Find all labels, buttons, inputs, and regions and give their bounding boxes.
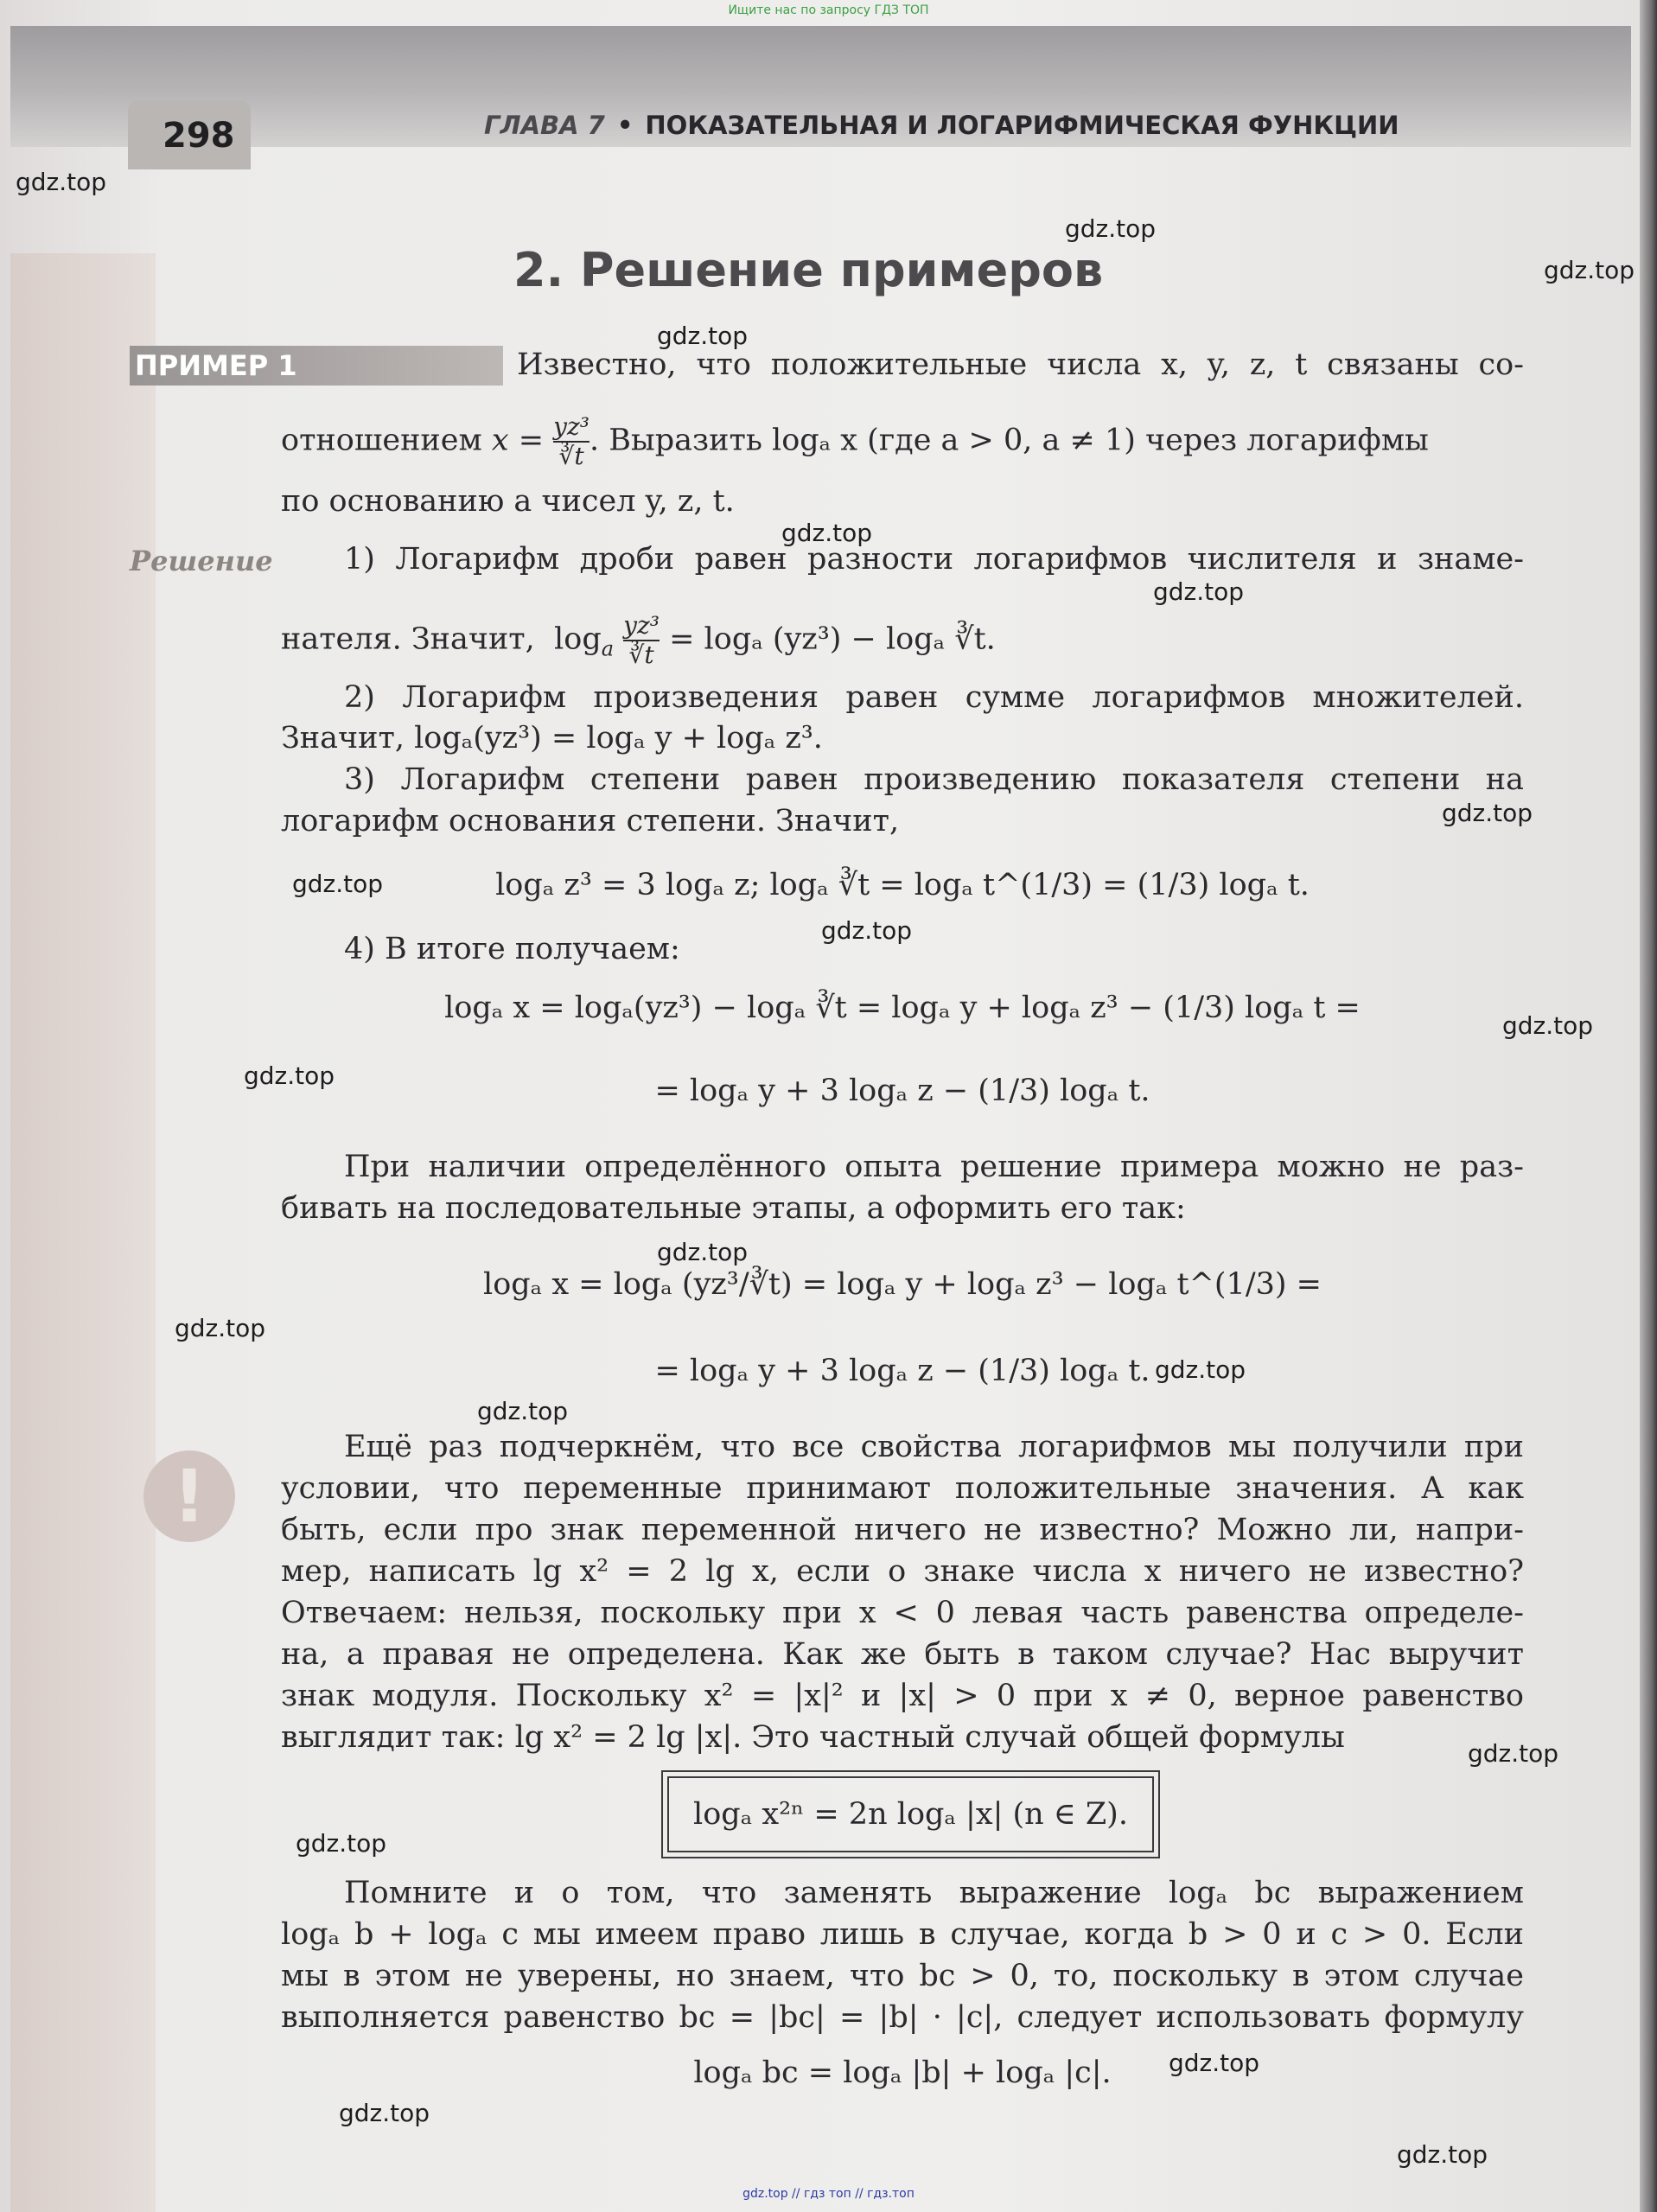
attention-line-8: выглядит так: lg x² = 2 lg |x|. Это частный случай общей формулы <box>281 1720 1345 1755</box>
site-watermark: gdz.top <box>244 1061 335 1090</box>
page-number: 298 <box>163 116 235 156</box>
exclamation-icon: ! <box>143 1450 235 1542</box>
experience-line-2: бивать на последовательные этапы, а оформить его так: <box>281 1191 1186 1226</box>
site-watermark: gdz.top <box>1502 1011 1594 1040</box>
step4-formula-1: logₐ x = logₐ(yz³) − logₐ ∛t = logₐ y + logₐ z³ − (1/3) logₐ t = <box>444 991 1361 1025</box>
attention-line-4: мер, написать lg x² = 2 lg x, если о знаке числа x ничего не известно? <box>281 1554 1524 1589</box>
section-title: 2. Решение примеров <box>513 243 1104 297</box>
chapter-label: ГЛАВА 7 <box>484 111 605 140</box>
site-watermark: gdz.top <box>1397 2140 1488 2169</box>
bullet-icon: • <box>616 111 634 140</box>
attention-line-3: быть, если про знак переменной ничего не известно? Можно ли, напри- <box>281 1513 1524 1547</box>
site-watermark: gdz.top <box>477 1397 569 1425</box>
example-line-1: Известно, что положительные числа x, y, z, t связаны со- <box>517 347 1524 382</box>
attention-line-1: Ещё раз подчеркнём, что все свойства логарифмов мы получили при <box>344 1430 1524 1464</box>
bottom-watermark: gdz.top // гдз топ // гдз.топ <box>742 2187 915 2201</box>
book-spine <box>1640 0 1657 2212</box>
site-watermark: gdz.top <box>1468 1739 1559 1768</box>
site-watermark: gdz.top <box>657 322 749 350</box>
site-watermark: gdz.top <box>1155 1355 1246 1384</box>
experience-formula-2: = logₐ y + 3 logₐ z − (1/3) logₐ t. <box>654 1354 1150 1388</box>
step1-line-1: 1) Логарифм дроби равен разности логарифмов числителя и знаме- <box>344 542 1524 577</box>
site-watermark: gdz.top <box>339 2099 430 2127</box>
example-line-3: по основанию a чисел y, z, t. <box>281 484 735 519</box>
site-watermark: gdz.top <box>657 1238 749 1266</box>
site-watermark: gdz.top <box>16 168 107 196</box>
example-line-2: отношением x = $\frac{\text{yz³}}{∛t}$ . Выразить logₐ x (где a > 0, a ≠ 1) через логарифмы <box>281 412 1429 470</box>
chapter-title: ПОКАЗАТЕЛЬНАЯ И ЛОГАРИФМИЧЕСКАЯ ФУНКЦИИ <box>645 111 1399 140</box>
attention-line-6: на, а правая не определена. Как же быть в таком случае? Нас выручит <box>281 1637 1524 1672</box>
remember-line-3: мы в этом не уверены, но знаем, что bc > 0, то, поскольку в этом случае <box>281 1959 1524 1993</box>
step1-line-2: нателя. Значит, $\log_a$ $\frac{\text{yz³}}{∛t}$ = logₐ (yz³) − logₐ ∛t. <box>281 611 996 669</box>
attention-line-2: условии, что переменные принимают положительные значения. А как <box>281 1471 1524 1506</box>
chapter-header <box>484 111 1399 140</box>
experience-line-1: При наличии определённого опыта решение примера можно не раз- <box>344 1150 1524 1184</box>
site-watermark: gdz.top <box>175 1314 266 1342</box>
site-watermark: gdz.top <box>1065 214 1157 243</box>
site-watermark: gdz.top <box>292 870 384 898</box>
step3-line-1: 3) Логарифм степени равен произведению показателя степени на <box>344 762 1524 797</box>
top-watermark: Ищите нас по запросу ГДЗ ТОП <box>728 3 929 17</box>
site-watermark: gdz.top <box>1442 799 1533 827</box>
experience-formula-1: logₐ x = logₐ (yz³/∛t) = logₐ y + logₐ z³ − logₐ t^(1/3) = <box>483 1267 1322 1302</box>
step2-line-1: 2) Логарифм произведения равен сумме логарифмов множителей. <box>344 680 1524 715</box>
remember-formula: logₐ bc = logₐ |b| + logₐ |c|. <box>693 2056 1112 2090</box>
remember-line-1: Помните и о том, что заменять выражение logₐ bc выражением <box>344 1876 1524 1910</box>
step4-formula-2: = logₐ y + 3 logₐ z − (1/3) logₐ t. <box>654 1074 1150 1108</box>
step3-formula: logₐ z³ = 3 logₐ z; logₐ ∛t = logₐ t^(1/3) = (1/3) logₐ t. <box>495 868 1310 902</box>
remember-line-2: logₐ b + logₐ c мы имеем право лишь в случае, когда b > 0 и c > 0. Если <box>281 1917 1524 1952</box>
step2-line-2: Значит, logₐ(yz³) = logₐ y + logₐ z³. <box>281 721 823 755</box>
solution-label: Решение <box>130 545 273 577</box>
step3-line-2: логарифм основания степени. Значит, <box>281 804 900 838</box>
step4-line: 4) В итоге получаем: <box>344 932 680 966</box>
example-label: ПРИМЕР 1 <box>130 346 503 386</box>
site-watermark: gdz.top <box>1544 256 1635 284</box>
attention-line-5: Отвечаем: нельзя, поскольку при x < 0 левая часть равенства определе- <box>281 1596 1524 1630</box>
site-watermark: gdz.top <box>1169 2049 1260 2077</box>
boxed-formula: logₐ x²ⁿ = 2n logₐ |x| (n ∈ Z). <box>667 1776 1154 1852</box>
site-watermark: gdz.top <box>781 519 873 547</box>
site-watermark: gdz.top <box>296 1829 387 1858</box>
remember-line-4: выполняется равенство bc = |bc| = |b| · |c|, следует использовать формулу <box>281 2000 1524 2035</box>
site-watermark: gdz.top <box>1153 577 1245 606</box>
attention-line-7: знак модуля. Поскольку x² = |x|² и |x| > 0 при x ≠ 0, верное равенство <box>281 1679 1524 1713</box>
site-watermark: gdz.top <box>821 916 913 945</box>
